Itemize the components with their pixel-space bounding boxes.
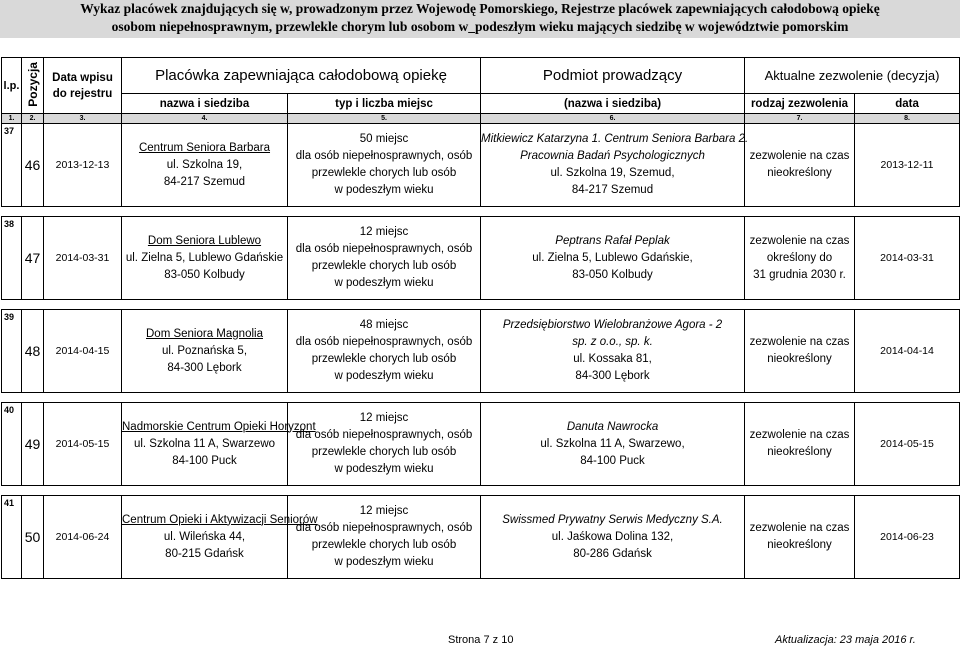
cell-pozycja: 47 xyxy=(22,217,44,300)
cell-rodzaj: zezwolenie na czas nieokreślony xyxy=(745,124,855,207)
cell-podmiot: Mitkiewicz Katarzyna 1. Centrum Seniora Barbara 2. Pracownia Badań Psychologicznych ul. Szkolna 19, Szemud, 84-217 Szemud xyxy=(481,124,745,207)
cell-data-wpisu: 2014-06-24 xyxy=(44,496,122,579)
header-typ: typ i liczba miejsc xyxy=(288,94,481,114)
cell-pozycja: 46 xyxy=(22,124,44,207)
table-row xyxy=(2,403,960,486)
header-rodzaj: rodzaj zezwolenia xyxy=(745,94,855,114)
header-data: data xyxy=(855,94,960,114)
cell-typ: 12 miejsc dla osób niepełnosprawnych, osób przewlekle chorych lub osób w podeszłym wieku xyxy=(288,403,481,486)
cell-data-zezwolenia: 2013-12-11 xyxy=(855,124,960,207)
table-row xyxy=(2,124,960,207)
cell-data-wpisu: 2014-05-15 xyxy=(44,403,122,486)
header-nazwa: nazwa i siedziba xyxy=(122,94,288,114)
cell-pozycja: 49 xyxy=(22,403,44,486)
cell-data-zezwolenia: 2014-06-23 xyxy=(855,496,960,579)
cell-data-wpisu: 2013-12-13 xyxy=(44,124,122,207)
cell-data-wpisu: 2014-03-31 xyxy=(44,217,122,300)
cell-nazwa: Centrum Opieki i Aktywizacji Seniorów ul. Wileńska 44, 80-215 Gdańsk xyxy=(122,496,288,579)
header-lp: l.p. xyxy=(2,58,22,114)
cell-typ: 48 miejsc dla osób niepełnosprawnych, osób przewlekle chorych lub osób w podeszłym wieku xyxy=(288,310,481,393)
page-number: Strona 7 z 10 xyxy=(448,634,514,646)
cell-data-zezwolenia: 2014-03-31 xyxy=(855,217,960,300)
column-numbers: 1. 2. 3. 4. 5. 6. 7. 8. xyxy=(2,114,960,124)
cell-nazwa: Centrum Seniora Barbara ul. Szkolna 19, 84-217 Szemud xyxy=(122,124,288,207)
cell-podmiot: Peptrans Rafał Peplak ul. Zielna 5, Lublewo Gdańskie, 83-050 Kolbudy xyxy=(481,217,745,300)
update-date: Aktualizacja: 23 maja 2016 r. xyxy=(775,634,916,646)
cell-typ: 12 miejsc dla osób niepełnosprawnych, osób przewlekle chorych lub osób w podeszłym wieku xyxy=(288,217,481,300)
header-data-wpisu: Data wpisu do rejestru xyxy=(44,58,122,114)
cell-pozycja: 50 xyxy=(22,496,44,579)
cell-nazwa: Dom Seniora Lublewo ul. Zielna 5, Lublewo Gdańskie 83-050 Kolbudy xyxy=(122,217,288,300)
cell-rodzaj: zezwolenie na czas nieokreślony xyxy=(745,496,855,579)
cell-podmiot: Przedsiębiorstwo Wielobranżowe Agora - 2 sp. z o.o., sp. k. ul. Kossaka 81, 84-300 Lębork xyxy=(481,310,745,393)
cell-data-wpisu: 2014-04-15 xyxy=(44,310,122,393)
cell-lp: 38 xyxy=(2,217,22,300)
document-title xyxy=(0,0,960,38)
cell-podmiot: Swissmed Prywatny Serwis Medyczny S.A. ul. Jaśkowa Dolina 132, 80-286 Gdańsk xyxy=(481,496,745,579)
cell-typ: 50 miejsc dla osób niepełnosprawnych, osób przewlekle chorych lub osób w podeszłym wieku xyxy=(288,124,481,207)
cell-lp: 41 xyxy=(2,496,22,579)
cell-pozycja: 48 xyxy=(22,310,44,393)
cell-nazwa: Dom Seniora Magnolia ul. Poznańska 5, 84-300 Lębork xyxy=(122,310,288,393)
cell-lp: 39 xyxy=(2,310,22,393)
header-pozycja: Pozycja xyxy=(22,58,44,114)
cell-podmiot: Danuta Nawrocka ul. Szkolna 11 A, Swarzewo, 84-100 Puck xyxy=(481,403,745,486)
cell-data-zezwolenia: 2014-05-15 xyxy=(855,403,960,486)
cell-rodzaj: zezwolenie na czas nieokreślony xyxy=(745,310,855,393)
table-row xyxy=(2,496,960,579)
cell-rodzaj: zezwolenie na czas nieokreślony xyxy=(745,403,855,486)
cell-lp: 37 xyxy=(2,124,22,207)
cell-lp: 40 xyxy=(2,403,22,486)
register-table xyxy=(1,57,960,579)
cell-rodzaj: zezwolenie na czas określony do 31 grudnia 2030 r. xyxy=(745,217,855,300)
cell-typ: 12 miejsc dla osób niepełnosprawnych, osób przewlekle chorych lub osób w podeszłym wieku xyxy=(288,496,481,579)
header-podmiot: Podmiot prowadzący xyxy=(481,58,745,94)
cell-nazwa: Nadmorskie Centrum Opieki Horyzont ul. Szkolna 11 A, Swarzewo 84-100 Puck xyxy=(122,403,288,486)
title-line-1: Wykaz placówek znajdujących się w, prowadzonym przez Wojewodę Pomorskiego, Rejestrze placówek zapewniających całodobową opiekę xyxy=(80,1,880,16)
table-row xyxy=(2,217,960,300)
cell-data-zezwolenia: 2014-04-14 xyxy=(855,310,960,393)
title-line-2: osobom niepełnosprawnym, przewlekle chorym lub osobom w_podeszłym wieku mających siedzibę w województwie pomorskim xyxy=(111,19,849,34)
header-placowka: Placówka zapewniająca całodobową opiekę xyxy=(122,58,481,94)
header-zezwolenie: Aktualne zezwolenie (decyzja) xyxy=(745,58,960,94)
header-podmiot-sub: (nazwa i siedziba) xyxy=(481,94,745,114)
table-row xyxy=(2,310,960,393)
